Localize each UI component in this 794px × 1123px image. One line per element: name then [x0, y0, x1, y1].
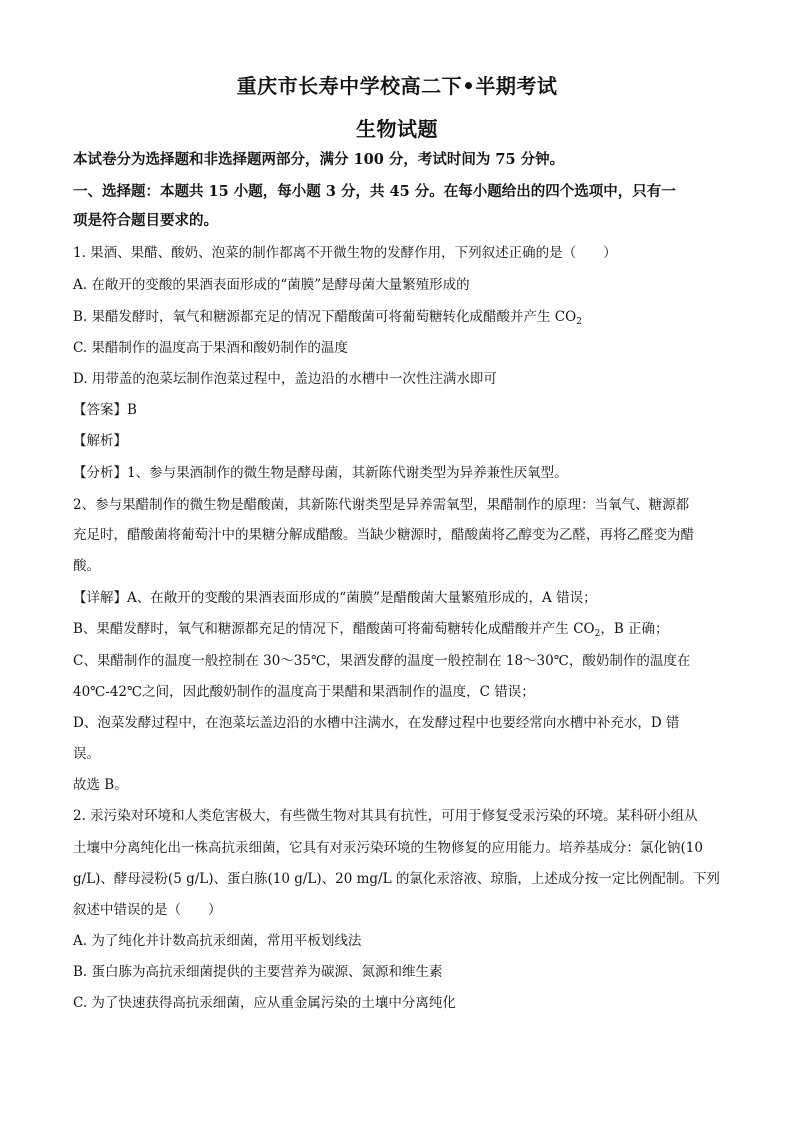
q1-detail-b [73, 619, 723, 639]
q1-detail-b-subscript: 2 [594, 629, 601, 639]
q1-detail-d1: D、泡菜发酵过程中，在泡菜坛盖边沿的水槽中注满水，在发酵过程中也要经常向水槽中补充水，D 错 [73, 715, 680, 731]
q1-detail-b-text: B、果醋发酵时，氧气和糖源都充足的情况下，醋酸菌可将葡萄糖转化成醋酸并产生 CO [73, 621, 595, 637]
q1-detail-d2: 误。 [73, 746, 100, 762]
q2-stem-3: g/L)、酵母浸粉(5 g/L)、蛋白胨(10 g/L)、20 mg/L 的氯化汞溶液、琼脂，上述成分按一定比例配制。下列 [73, 871, 720, 887]
section-heading-line2: 项是符合题目要求的。 [73, 212, 218, 229]
q1-conclusion: 故选 B。 [73, 777, 128, 793]
q1-analysis-2b: 充足时，醋酸菌将葡萄汁中的果糖分解成醋酸。当缺少糖源时，醋酸菌将乙醇变为乙醛，再将乙醛变为醋 [73, 527, 694, 543]
exam-title: 重庆市长寿中学校高二下•半期考试 [236, 74, 558, 98]
q1-analysis-2c: 酸。 [73, 558, 100, 574]
section-heading-line1: 一、选择题：本题共 15 小题，每小题 3 分，共 45 分。在每小题给出的四个选项中，只有一 [73, 183, 676, 200]
q1-analysis-2a: 2、参与果醋制作的微生物是醋酸菌，其新陈代谢类型是异养需氧型，果醋制作的原理：当氧气、糖源都 [73, 497, 690, 513]
q2-option-b: B. 蛋白胨为高抗汞细菌提供的主要营养为碳源、氮源和维生素 [73, 964, 443, 980]
q1-option-b [73, 307, 723, 327]
q1-option-b-text: B. 果醋发酵时，氧气和糖源都充足的情况下醋酸菌可将葡萄糖转化成醋酸并产生 CO [73, 309, 577, 325]
q1-detail-b-result: ，B 正确； [600, 621, 669, 637]
exam-intro: 本试卷分为选择题和非选择题两部分，满分 100 分，考试时间为 75 分钟。 [73, 151, 565, 168]
q1-detail-a: 【详解】A、在敞开的变酸的果酒表面形成的“菌膜”是醋酸菌大量繁殖形成的，A 错误； [73, 590, 597, 606]
q1-analysis-label: 【解析】 [73, 433, 127, 449]
q2-stem-1: 2. 汞污染对环境和人类危害极大，有些微生物对其具有抗性，可用于修复受汞污染的环境。某科研小组从 [73, 808, 698, 824]
q1-stem: 1. 果酒、果醋、酸奶、泡菜的制作都离不开微生物的发酵作用，下列叙述正确的是（ ） [73, 245, 617, 261]
q1-option-c: C. 果醋制作的温度高于果酒和酸奶制作的温度 [73, 340, 348, 356]
exam-subtitle: 生物试题 [356, 117, 438, 141]
q1-answer: 【答案】B [73, 402, 137, 418]
q1-option-a: A. 在敞开的变酸的果酒表面形成的“菌膜”是酵母菌大量繁殖形成的 [73, 277, 470, 293]
q1-option-b-subscript: 2 [576, 317, 582, 327]
q1-detail-c2: 40℃-42℃之间，因此酸奶制作的温度高于果醋和果酒制作的温度，C 错误； [73, 684, 535, 700]
q1-option-d: D. 用带盖的泡菜坛制作泡菜过程中，盖边沿的水槽中一次性注满水即可 [73, 371, 497, 387]
q2-option-c: C. 为了快速获得高抗汞细菌，应从重金属污染的土壤中分离纯化 [73, 995, 456, 1011]
q2-stem-2: 土壤中分离纯化出一株高抗汞细菌，它具有对汞污染环境的生物修复的应用能力。培养基成分：氯化钠(10 [73, 840, 703, 856]
q2-option-a: A. 为了纯化并计数高抗汞细菌，常用平板划线法 [73, 933, 362, 949]
q1-detail-c1: C、果醋制作的温度一般控制在 30～35℃，果酒发酵的温度一般控制在 18～30℃，酸奶制作的温度在 [73, 653, 691, 669]
q2-stem-4: 叙述中错误的是（ ） [73, 902, 222, 918]
q1-analysis-1: 【分析】1、参与果酒制作的微生物是酵母菌，其新陈代谢类型为异养兼性厌氧型。 [73, 465, 568, 481]
